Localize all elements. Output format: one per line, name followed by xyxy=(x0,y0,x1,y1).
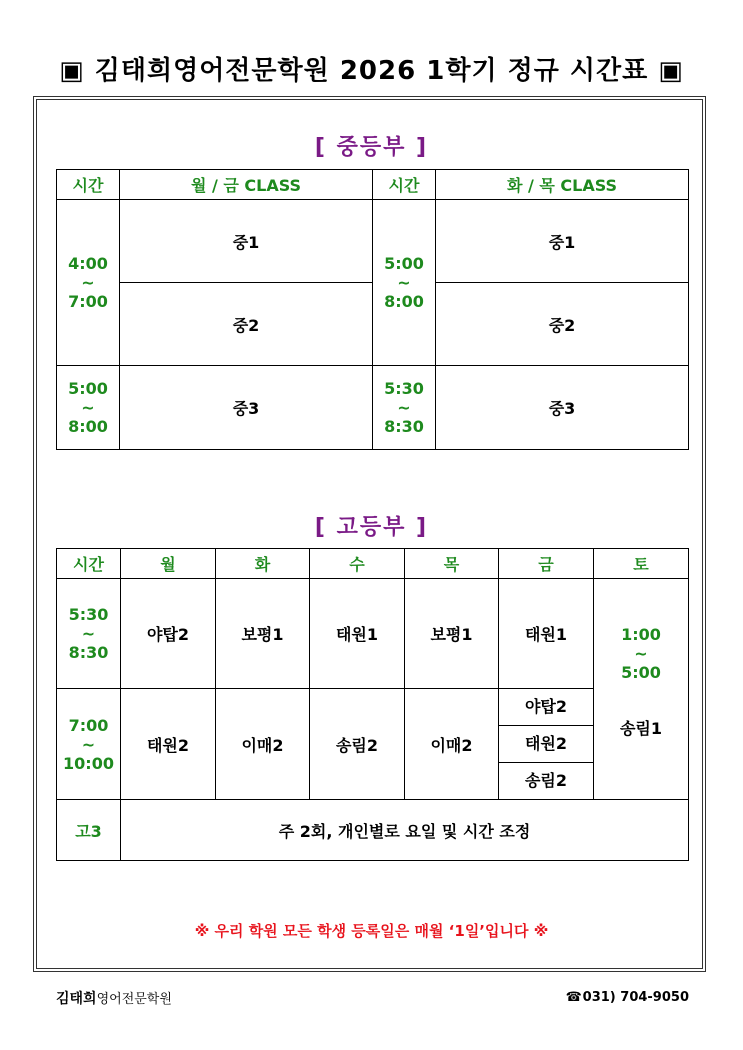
header-tue: 화 xyxy=(216,549,310,579)
class-cell-fri-split xyxy=(499,689,594,800)
footer-brand-name: 김태희 xyxy=(56,991,97,1007)
class-cell-wed: 태원1 xyxy=(310,579,405,689)
page-title: ▣ 김태희영어전문학원 2026 1학기 정규 시간표 ▣ xyxy=(59,56,684,86)
footer-phone xyxy=(566,990,689,1005)
fri-sub-class: 송림2 xyxy=(499,762,593,799)
class-cell: 중2 xyxy=(120,283,373,366)
class-cell-wed: 송림2 xyxy=(310,689,405,800)
class-cell-fri: 태원1 xyxy=(499,579,594,689)
header-time: 시간 xyxy=(57,170,120,200)
high-school-section-title: [ 고등부 ] xyxy=(314,515,429,540)
header-sat: 토 xyxy=(594,549,689,579)
class-cell-tue: 이매2 xyxy=(216,689,310,800)
fri-sub-class: 야탑2 xyxy=(524,697,568,716)
header-mon-fri-class: 월 / 금 CLASS xyxy=(120,170,373,200)
footer-brand xyxy=(56,988,172,1008)
header-mon: 월 xyxy=(121,549,216,579)
header-time: 시간 xyxy=(373,170,436,200)
header-time: 시간 xyxy=(57,549,121,579)
high-school-table xyxy=(56,548,689,861)
class-cell-thu: 보평1 xyxy=(405,579,499,689)
class-cell: 중1 xyxy=(436,200,689,283)
header-thu: 목 xyxy=(405,549,499,579)
class-cell-tue: 보평1 xyxy=(216,579,310,689)
header-tue-thu-class: 화 / 목 CLASS xyxy=(436,170,689,200)
sat-time: 1:00 ~ 5:00 xyxy=(621,625,661,682)
middle-school-section-title: [ 중등부 ] xyxy=(314,135,429,160)
header-fri: 금 xyxy=(499,549,594,579)
time-cell: 5:30 ~ 8:30 xyxy=(57,579,121,689)
class-cell-thu: 이매2 xyxy=(405,689,499,800)
g3-label: 고3 xyxy=(57,800,121,861)
registration-note: ※ 우리 학원 모든 학생 등록일은 매월 ‘1일’입니다 ※ xyxy=(194,922,549,940)
class-cell: 중1 xyxy=(120,200,373,283)
time-cell: 7:00 ~ 10:00 xyxy=(57,689,121,800)
time-cell: 5:00 ~ 8:00 xyxy=(57,366,120,450)
class-cell: 중3 xyxy=(436,366,689,450)
sat-cell xyxy=(594,579,689,800)
phone-number: 031) 704-9050 xyxy=(582,990,689,1005)
footer-brand-suffix: 영어전문학원 xyxy=(96,992,172,1007)
header-wed: 수 xyxy=(310,549,405,579)
sat-class: 송림1 xyxy=(619,719,663,738)
class-cell: 중3 xyxy=(120,366,373,450)
time-cell: 5:30 ~ 8:30 xyxy=(373,366,436,450)
class-cell-mon: 야탑2 xyxy=(121,579,216,689)
phone-icon: ☎ xyxy=(565,990,582,1005)
class-cell: 중2 xyxy=(436,283,689,366)
time-cell: 4:00 ~ 7:00 xyxy=(57,200,120,366)
middle-school-table xyxy=(56,169,689,450)
time-cell: 5:00 ~ 8:00 xyxy=(373,200,436,366)
fri-sub-class: 태원2 xyxy=(499,725,593,762)
class-cell-mon: 태원2 xyxy=(121,689,216,800)
g3-note: 주 2회, 개인별로 요일 및 시간 조정 xyxy=(121,800,689,861)
